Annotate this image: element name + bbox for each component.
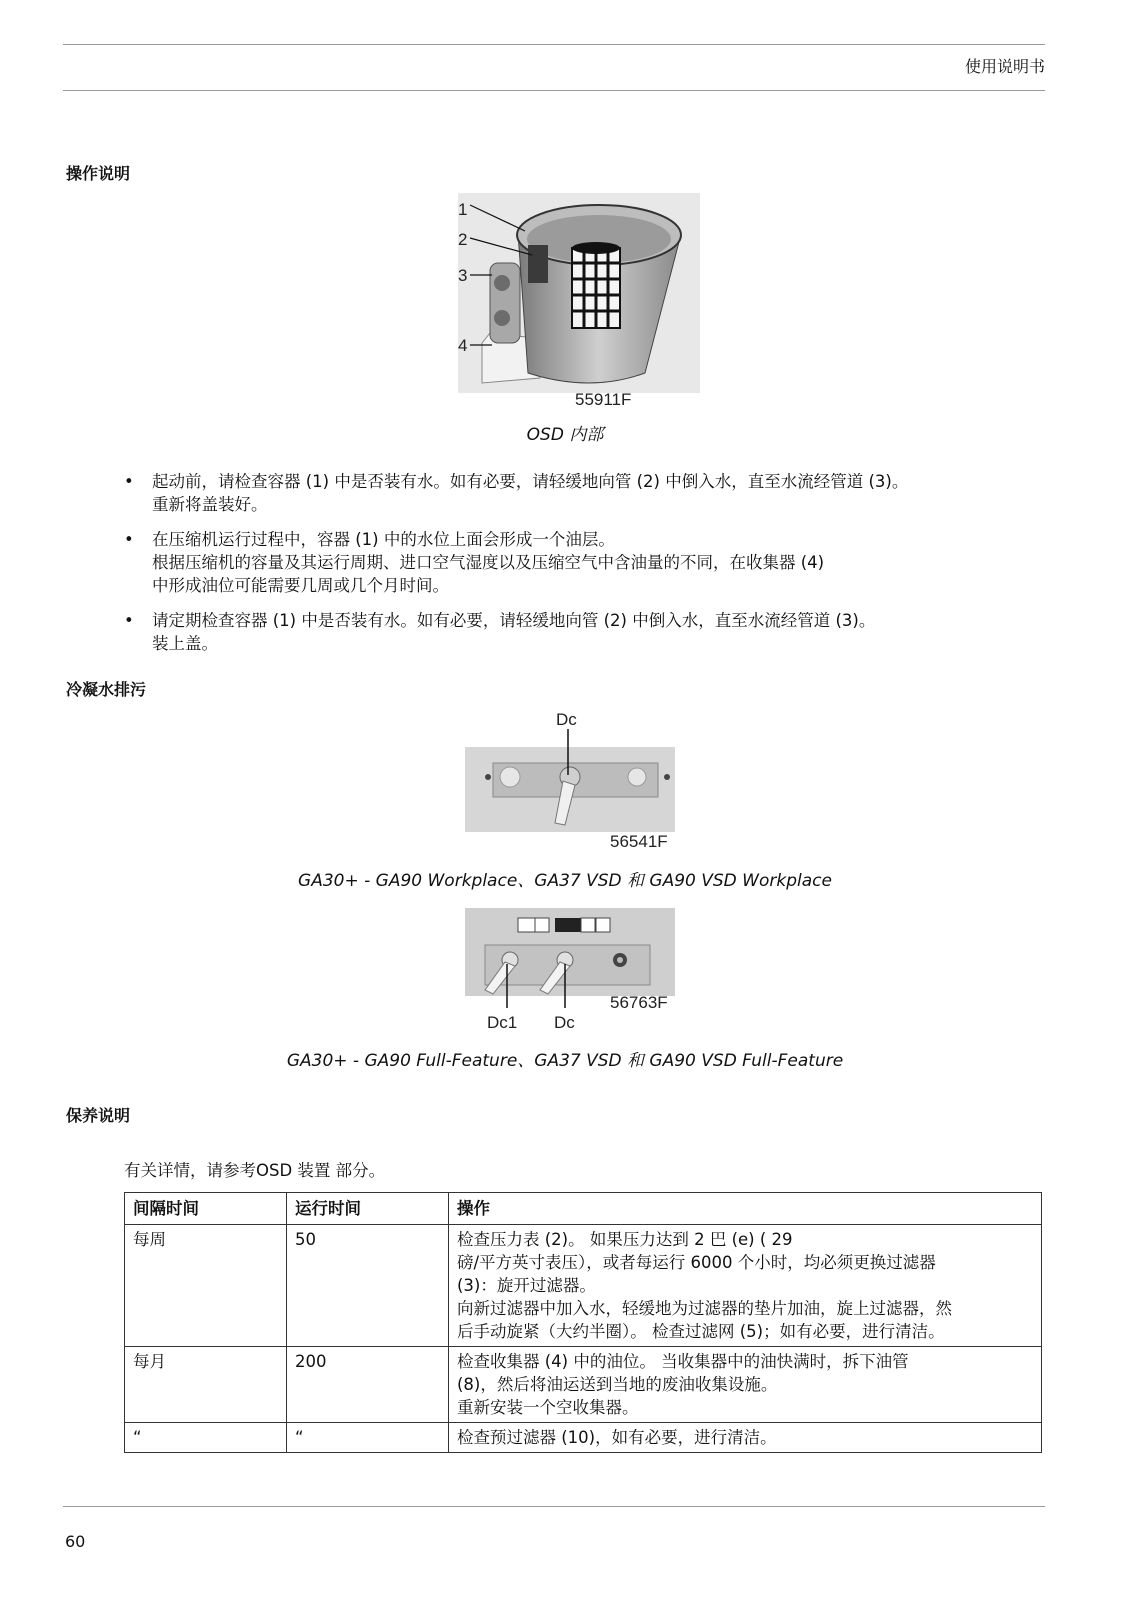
table-row — [125, 1225, 1042, 1347]
figure-caption-osd: OSD 内部 — [526, 425, 604, 445]
cell-interval: 每周 — [125, 1225, 287, 1347]
callout-1: 1 — [458, 200, 468, 219]
table-header-row — [125, 1193, 1042, 1225]
cell-hours: 200 — [287, 1347, 449, 1423]
osd-interior-figure — [440, 193, 700, 413]
table-row — [125, 1347, 1042, 1423]
image-code: 56541F — [610, 832, 668, 851]
section-title-drain: 冷凝水排污 — [66, 680, 147, 699]
label-dc1: Dc1 — [487, 1013, 518, 1032]
list-item: • 起动前，请检查容器 (1) 中是否装有水。如有必要，请轻缓地向管 (2) 中倒入水，直至水流经管道 (3)。 重新将盖装好。 — [122, 470, 1042, 516]
image-code: 56763F — [610, 993, 668, 1012]
list-item: • 请定期检查容器 (1) 中是否装有水。如有必要，请轻缓地向管 (2) 中倒入水，直至水流经管道 (3)。 装上盖。 — [122, 609, 1042, 655]
figure-caption-workplace: GA30+ - GA90 Workplace、GA37 VSD 和 GA90 VSD Workplace — [298, 871, 832, 891]
list-item: • 在压缩机运行过程中，容器 (1) 中的水位上面会形成一个油层。 根据压缩机的容量及其运行周期、进口空气湿度以及压缩空气中含油量的不同，在收集器 (4) 中形成油位可能需要几周或几个月时间。 — [122, 528, 1042, 597]
column-header-running-hours: 运行时间 — [287, 1193, 449, 1225]
callout-4: 4 — [458, 336, 468, 355]
cell-action: 检查收集器 (4) 中的油位。 当收集器中的油快满时，拆下油管 (8)，然后将油运送到当地的废油收集设施。 重新安装一个空收集器。 — [449, 1347, 1042, 1423]
section-title-maintenance: 保养说明 — [66, 1106, 131, 1125]
cell-action: 检查预过滤器 (10)，如有必要，进行清洁。 — [449, 1423, 1042, 1453]
image-code: 55911F — [575, 390, 632, 409]
cell-interval: 每月 — [125, 1347, 287, 1423]
label-dc: Dc — [554, 1013, 575, 1032]
cell-action: 检查压力表 (2)。 如果压力达到 2 巴 (e) ( 29 磅/平方英寸表压），或者每运行 6000 个小时，均必须更换过滤器 (3)：旋开过滤器。 向新过滤器中加入水，轻缓地为过滤器的垫片加油，旋上过滤器，然 后手动旋紧（大约半圈）。 检查过滤网 (5)；如有必要，进行清洁。 — [449, 1225, 1042, 1347]
header-top-rule — [63, 44, 1045, 45]
cell-hours: 50 — [287, 1225, 449, 1347]
footer-rule — [63, 1506, 1045, 1507]
column-header-interval: 间隔时间 — [125, 1193, 287, 1225]
document-header-title: 使用说明书 — [964, 57, 1045, 76]
column-header-action: 操作 — [449, 1193, 1042, 1225]
operation-bullet-list — [122, 470, 1042, 667]
header-bottom-rule — [63, 90, 1045, 91]
cell-interval: “ — [125, 1423, 287, 1453]
drain-full-feature-figure — [455, 900, 685, 1035]
cell-hours: “ — [287, 1423, 449, 1453]
callout-3: 3 — [458, 266, 468, 285]
maintenance-intro: 有关详情，请参考OSD 装置 部分。 — [124, 1161, 386, 1180]
drain-workplace-figure — [455, 705, 685, 855]
figure-caption-full-feature: GA30+ - GA90 Full-Feature、GA37 VSD 和 GA90 VSD Full-Feature — [286, 1051, 844, 1071]
page-number: 60 — [65, 1532, 86, 1551]
section-title-operation: 操作说明 — [66, 164, 131, 183]
maintenance-table — [124, 1192, 1042, 1453]
label-dc: Dc — [556, 710, 577, 729]
callout-2: 2 — [458, 230, 468, 249]
table-row — [125, 1423, 1042, 1453]
